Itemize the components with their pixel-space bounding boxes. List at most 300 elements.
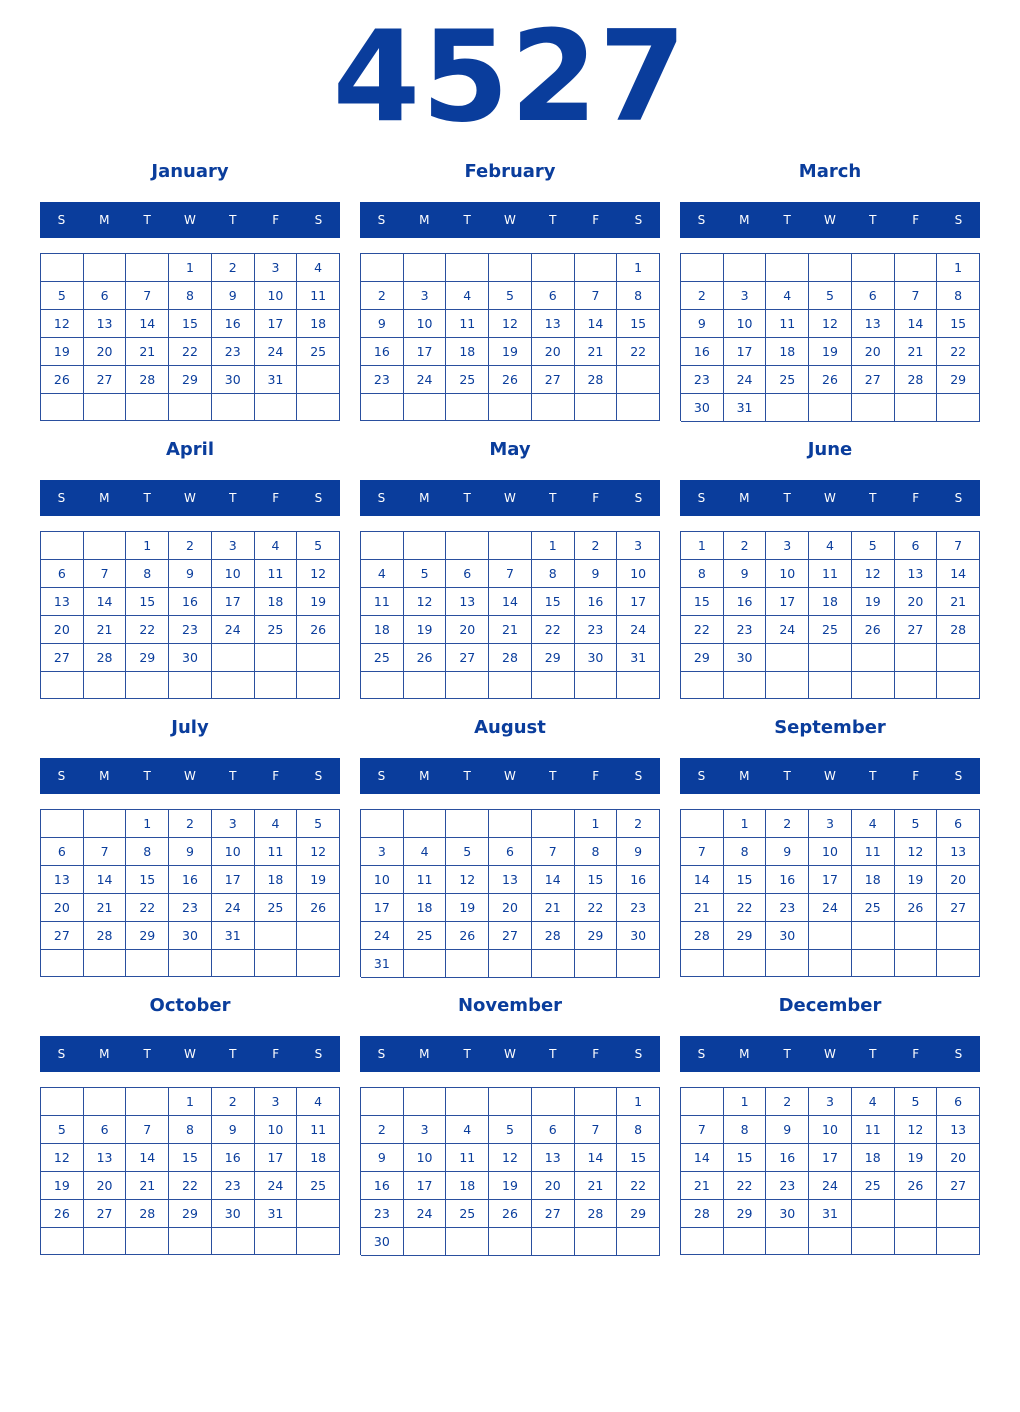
empty-day-cell — [532, 810, 575, 838]
day-cell: 19 — [297, 588, 340, 616]
empty-day-cell — [169, 672, 212, 699]
weekday-label: S — [57, 213, 66, 227]
day-cell: 19 — [41, 1172, 84, 1200]
day-cell: 12 — [41, 310, 84, 338]
empty-day-cell — [852, 1228, 895, 1255]
day-cell: 26 — [489, 366, 532, 394]
day-cell: 24 — [617, 616, 660, 644]
day-cell: 2 — [212, 254, 255, 282]
weekday-label: M — [739, 769, 750, 783]
empty-day-cell — [489, 950, 532, 978]
day-cell: 25 — [766, 366, 809, 394]
day-cell: 9 — [766, 838, 809, 866]
empty-day-cell — [404, 254, 447, 282]
day-cell: 16 — [681, 338, 724, 366]
weekday-label: S — [57, 1047, 66, 1061]
day-cell: 19 — [489, 338, 532, 366]
weekday-label: M — [739, 213, 750, 227]
month-name: July — [171, 717, 209, 738]
weekday-label: S — [377, 213, 386, 227]
weekday-label: F — [272, 769, 280, 783]
day-cell: 6 — [532, 1116, 575, 1144]
day-cell: 28 — [126, 366, 169, 394]
empty-day-cell — [852, 394, 895, 422]
day-cell: 28 — [681, 922, 724, 950]
day-cell: 17 — [404, 338, 447, 366]
day-cell: 1 — [937, 254, 980, 282]
day-cell: 26 — [41, 366, 84, 394]
day-cell: 3 — [361, 838, 404, 866]
day-cell: 25 — [404, 922, 447, 950]
empty-day-cell — [895, 254, 938, 282]
empty-day-cell — [937, 1200, 980, 1228]
day-cell: 23 — [361, 1200, 404, 1228]
day-cell: 1 — [126, 532, 169, 560]
day-cell: 25 — [852, 894, 895, 922]
day-cell: 3 — [212, 532, 255, 560]
empty-day-cell — [895, 1228, 938, 1255]
empty-day-cell — [766, 1228, 809, 1255]
weekday-label: S — [954, 213, 963, 227]
empty-day-cell — [41, 672, 84, 699]
empty-day-cell — [532, 394, 575, 421]
empty-day-cell — [212, 950, 255, 977]
day-cell: 7 — [84, 560, 127, 588]
empty-day-cell — [809, 1228, 852, 1255]
weekday-label: W — [824, 1047, 836, 1061]
day-grid — [680, 253, 980, 421]
empty-day-cell — [169, 394, 212, 421]
empty-day-cell — [255, 394, 298, 421]
day-cell: 26 — [404, 644, 447, 672]
day-cell: 13 — [446, 588, 489, 616]
empty-day-cell — [681, 1228, 724, 1255]
weekday-label: W — [184, 213, 196, 227]
day-cell: 24 — [361, 922, 404, 950]
empty-day-cell — [41, 394, 84, 421]
day-cell: 24 — [212, 894, 255, 922]
day-cell: 30 — [724, 644, 767, 672]
day-cell: 24 — [724, 366, 767, 394]
day-cell: 5 — [297, 532, 340, 560]
day-grid — [360, 531, 660, 699]
day-cell: 28 — [84, 922, 127, 950]
day-cell: 18 — [361, 616, 404, 644]
weekday-label: M — [99, 1047, 110, 1061]
empty-day-cell — [895, 394, 938, 422]
weekday-label: T — [229, 213, 237, 227]
empty-day-cell — [489, 1228, 532, 1256]
day-cell: 14 — [532, 866, 575, 894]
weekday-label: T — [783, 491, 791, 505]
day-cell: 27 — [84, 1200, 127, 1228]
day-cell: 7 — [895, 282, 938, 310]
day-cell: 3 — [212, 810, 255, 838]
day-cell: 1 — [126, 810, 169, 838]
day-cell: 27 — [41, 922, 84, 950]
day-cell: 1 — [575, 810, 618, 838]
day-cell: 10 — [809, 838, 852, 866]
day-cell: 8 — [617, 282, 660, 310]
day-cell: 1 — [617, 254, 660, 282]
day-cell: 5 — [489, 282, 532, 310]
empty-day-cell — [489, 810, 532, 838]
day-cell: 19 — [489, 1172, 532, 1200]
day-cell: 28 — [895, 366, 938, 394]
day-cell: 8 — [532, 560, 575, 588]
empty-day-cell — [41, 254, 84, 282]
weekday-header — [40, 202, 340, 238]
day-cell: 30 — [617, 922, 660, 950]
day-cell: 18 — [446, 338, 489, 366]
day-cell: 20 — [532, 1172, 575, 1200]
day-cell: 3 — [617, 532, 660, 560]
day-cell: 6 — [446, 560, 489, 588]
day-cell: 9 — [361, 310, 404, 338]
weekday-label: M — [419, 1047, 430, 1061]
empty-day-cell — [937, 950, 980, 977]
day-cell: 4 — [297, 254, 340, 282]
empty-day-cell — [937, 394, 980, 422]
day-cell: 5 — [41, 1116, 84, 1144]
empty-day-cell — [361, 672, 404, 699]
day-cell: 2 — [766, 810, 809, 838]
month-name: April — [165, 439, 215, 460]
weekday-label: M — [419, 769, 430, 783]
empty-day-cell — [895, 950, 938, 977]
weekday-header — [360, 480, 660, 516]
empty-day-cell — [489, 532, 532, 560]
day-cell: 13 — [532, 1144, 575, 1172]
day-cell: 1 — [724, 810, 767, 838]
weekday-label: S — [634, 1047, 643, 1061]
empty-day-cell — [255, 950, 298, 977]
day-cell: 21 — [126, 1172, 169, 1200]
day-cell: 17 — [255, 1144, 298, 1172]
weekday-label: T — [549, 1047, 557, 1061]
empty-day-cell — [404, 810, 447, 838]
day-cell: 26 — [41, 1200, 84, 1228]
day-cell: 11 — [766, 310, 809, 338]
day-cell: 9 — [681, 310, 724, 338]
day-cell: 20 — [895, 588, 938, 616]
day-cell: 26 — [297, 894, 340, 922]
day-cell: 8 — [617, 1116, 660, 1144]
weekday-label: W — [824, 491, 836, 505]
weekday-label: T — [783, 213, 791, 227]
day-cell: 20 — [852, 338, 895, 366]
empty-day-cell — [937, 644, 980, 672]
day-cell: 2 — [169, 532, 212, 560]
weekday-label: S — [954, 769, 963, 783]
day-cell: 1 — [169, 1088, 212, 1116]
weekday-header — [680, 758, 980, 794]
day-cell: 21 — [681, 894, 724, 922]
day-cell: 19 — [852, 588, 895, 616]
weekday-label: T — [143, 213, 151, 227]
day-cell: 27 — [41, 644, 84, 672]
day-cell: 23 — [169, 894, 212, 922]
weekday-label: S — [314, 491, 323, 505]
weekday-label: S — [697, 213, 706, 227]
day-cell: 25 — [446, 1200, 489, 1228]
day-cell: 13 — [41, 866, 84, 894]
empty-day-cell — [446, 1228, 489, 1256]
empty-day-cell — [852, 254, 895, 282]
day-cell: 18 — [404, 894, 447, 922]
day-cell: 22 — [617, 338, 660, 366]
weekday-label: W — [184, 491, 196, 505]
day-cell: 7 — [126, 282, 169, 310]
day-cell: 5 — [895, 1088, 938, 1116]
day-cell: 6 — [41, 560, 84, 588]
empty-day-cell — [895, 644, 938, 672]
day-cell: 16 — [724, 588, 767, 616]
empty-day-cell — [41, 532, 84, 560]
month-name: January — [151, 161, 229, 182]
empty-day-cell — [446, 532, 489, 560]
empty-day-cell — [361, 532, 404, 560]
empty-day-cell — [809, 950, 852, 977]
day-cell: 21 — [895, 338, 938, 366]
weekday-label: T — [549, 491, 557, 505]
weekday-label: M — [99, 491, 110, 505]
day-cell: 22 — [617, 1172, 660, 1200]
day-cell: 18 — [446, 1172, 489, 1200]
day-cell: 17 — [361, 894, 404, 922]
day-cell: 24 — [766, 616, 809, 644]
day-cell: 18 — [297, 1144, 340, 1172]
day-cell: 30 — [169, 644, 212, 672]
day-grid — [40, 1087, 340, 1255]
day-cell: 23 — [169, 616, 212, 644]
day-cell: 6 — [852, 282, 895, 310]
empty-day-cell — [852, 950, 895, 977]
day-cell: 11 — [255, 560, 298, 588]
day-cell: 6 — [41, 838, 84, 866]
day-cell: 12 — [895, 1116, 938, 1144]
day-cell: 29 — [126, 922, 169, 950]
weekday-label: F — [912, 1047, 920, 1061]
day-cell: 6 — [532, 282, 575, 310]
day-cell: 29 — [724, 1200, 767, 1228]
day-cell: 13 — [41, 588, 84, 616]
empty-day-cell — [297, 950, 340, 977]
day-cell: 27 — [84, 366, 127, 394]
weekday-label: F — [272, 1047, 280, 1061]
weekday-label: S — [314, 213, 323, 227]
day-cell: 10 — [404, 310, 447, 338]
day-cell: 28 — [126, 1200, 169, 1228]
day-cell: 12 — [852, 560, 895, 588]
weekday-label: T — [143, 491, 151, 505]
empty-day-cell — [404, 394, 447, 421]
day-cell: 3 — [809, 1088, 852, 1116]
day-cell: 8 — [724, 1116, 767, 1144]
day-cell: 18 — [255, 866, 298, 894]
weekday-label: S — [697, 491, 706, 505]
day-cell: 4 — [297, 1088, 340, 1116]
month-name: October — [149, 995, 231, 1016]
day-cell: 21 — [489, 616, 532, 644]
weekday-label: M — [739, 491, 750, 505]
day-cell: 18 — [852, 1144, 895, 1172]
empty-day-cell — [361, 1088, 404, 1116]
day-cell: 12 — [446, 866, 489, 894]
day-cell: 3 — [766, 532, 809, 560]
empty-day-cell — [489, 1088, 532, 1116]
day-cell: 3 — [255, 1088, 298, 1116]
weekday-label: F — [272, 213, 280, 227]
day-cell: 4 — [446, 1116, 489, 1144]
day-cell: 24 — [404, 1200, 447, 1228]
empty-day-cell — [126, 672, 169, 699]
day-cell: 19 — [895, 866, 938, 894]
day-cell: 17 — [212, 866, 255, 894]
day-cell: 27 — [446, 644, 489, 672]
day-cell: 24 — [809, 894, 852, 922]
day-cell: 12 — [297, 838, 340, 866]
empty-day-cell — [361, 810, 404, 838]
weekday-label: S — [57, 769, 66, 783]
day-cell: 26 — [809, 366, 852, 394]
day-cell: 11 — [852, 838, 895, 866]
weekday-label: W — [504, 1047, 516, 1061]
day-cell: 9 — [575, 560, 618, 588]
day-cell: 16 — [617, 866, 660, 894]
empty-day-cell — [681, 810, 724, 838]
weekday-label: T — [463, 491, 471, 505]
day-cell: 19 — [297, 866, 340, 894]
day-cell: 14 — [126, 1144, 169, 1172]
empty-day-cell — [41, 1088, 84, 1116]
empty-day-cell — [446, 950, 489, 978]
day-cell: 7 — [937, 532, 980, 560]
day-cell: 2 — [361, 1116, 404, 1144]
day-cell: 13 — [489, 866, 532, 894]
day-cell: 22 — [575, 894, 618, 922]
day-cell: 15 — [169, 310, 212, 338]
weekday-header — [360, 202, 660, 238]
day-cell: 2 — [681, 282, 724, 310]
day-cell: 13 — [852, 310, 895, 338]
weekday-label: T — [783, 769, 791, 783]
day-cell: 25 — [297, 338, 340, 366]
empty-day-cell — [532, 672, 575, 699]
month-name: February — [464, 161, 556, 182]
day-cell: 12 — [489, 1144, 532, 1172]
empty-day-cell — [84, 810, 127, 838]
day-cell: 2 — [169, 810, 212, 838]
day-cell: 9 — [212, 1116, 255, 1144]
day-cell: 15 — [575, 866, 618, 894]
empty-day-cell — [126, 1228, 169, 1255]
day-cell: 25 — [446, 366, 489, 394]
empty-day-cell — [937, 1228, 980, 1255]
empty-day-cell — [84, 394, 127, 421]
day-cell: 10 — [724, 310, 767, 338]
day-cell: 1 — [169, 254, 212, 282]
empty-day-cell — [297, 1228, 340, 1255]
day-cell: 4 — [852, 1088, 895, 1116]
weekday-label: S — [377, 1047, 386, 1061]
empty-day-cell — [489, 254, 532, 282]
empty-day-cell — [809, 394, 852, 422]
weekday-label: T — [229, 769, 237, 783]
empty-day-cell — [446, 810, 489, 838]
day-cell: 21 — [575, 338, 618, 366]
day-cell: 15 — [681, 588, 724, 616]
day-cell: 11 — [809, 560, 852, 588]
day-cell: 16 — [766, 1144, 809, 1172]
day-cell: 20 — [84, 338, 127, 366]
day-cell: 22 — [126, 894, 169, 922]
day-cell: 31 — [255, 366, 298, 394]
day-cell: 18 — [766, 338, 809, 366]
empty-day-cell — [575, 1088, 618, 1116]
weekday-label: F — [272, 491, 280, 505]
weekday-label: T — [463, 213, 471, 227]
day-cell: 30 — [681, 394, 724, 422]
weekday-label: T — [549, 213, 557, 227]
day-cell: 14 — [575, 310, 618, 338]
day-cell: 11 — [446, 1144, 489, 1172]
day-cell: 14 — [681, 1144, 724, 1172]
day-cell: 20 — [532, 338, 575, 366]
empty-day-cell — [489, 394, 532, 421]
empty-day-cell — [404, 672, 447, 699]
day-cell: 21 — [532, 894, 575, 922]
day-cell: 8 — [126, 560, 169, 588]
empty-day-cell — [532, 1228, 575, 1256]
day-cell: 3 — [809, 810, 852, 838]
weekday-label: S — [57, 491, 66, 505]
day-cell: 30 — [575, 644, 618, 672]
day-cell: 28 — [575, 1200, 618, 1228]
day-cell: 29 — [617, 1200, 660, 1228]
day-cell: 29 — [937, 366, 980, 394]
empty-day-cell — [297, 1200, 340, 1228]
day-cell: 10 — [212, 560, 255, 588]
day-cell: 9 — [169, 560, 212, 588]
day-cell: 2 — [617, 810, 660, 838]
day-cell: 23 — [681, 366, 724, 394]
empty-day-cell — [617, 672, 660, 699]
day-cell: 25 — [809, 616, 852, 644]
empty-day-cell — [681, 950, 724, 977]
day-grid — [40, 809, 340, 977]
day-cell: 13 — [84, 1144, 127, 1172]
day-grid — [360, 253, 660, 421]
day-cell: 7 — [575, 282, 618, 310]
day-cell: 10 — [212, 838, 255, 866]
day-cell: 17 — [724, 338, 767, 366]
empty-day-cell — [809, 672, 852, 699]
day-cell: 11 — [361, 588, 404, 616]
empty-day-cell — [532, 254, 575, 282]
empty-day-cell — [766, 644, 809, 672]
day-cell: 15 — [937, 310, 980, 338]
empty-day-cell — [297, 394, 340, 421]
month-name: November — [457, 995, 563, 1016]
empty-day-cell — [84, 950, 127, 977]
weekday-label: T — [783, 1047, 791, 1061]
day-cell: 2 — [575, 532, 618, 560]
weekday-label: M — [419, 491, 430, 505]
day-grid — [680, 531, 980, 699]
day-cell: 10 — [617, 560, 660, 588]
empty-day-cell — [937, 672, 980, 699]
